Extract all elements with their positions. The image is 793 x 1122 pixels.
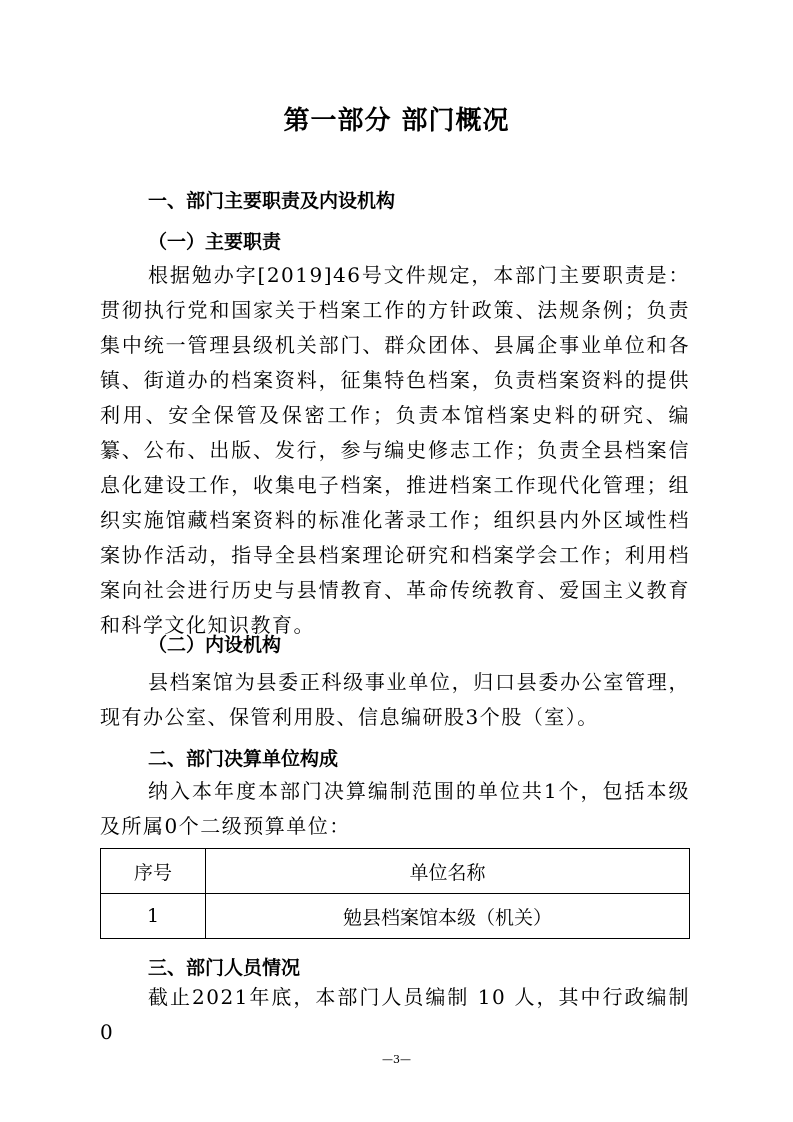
section-heading-staff: 三、部门人员情况 (148, 957, 301, 979)
section-heading-units: 二、部门决算单位构成 (148, 748, 339, 770)
table-cell-unit-name: 勉县档案馆本级（机关） (206, 894, 690, 939)
paragraph-staff: 截止2021年底，本部门人员编制 10 人，其中行政编制0 (100, 985, 690, 1044)
page-title: 第一部分 部门概况 (283, 106, 510, 136)
paragraph-units: 纳入本年度本部门决算编制范围的单位共1个，包括本级及所属0个二级预算单位： (100, 779, 690, 838)
subheading-internal-structure: （二）内设机构 (148, 634, 282, 656)
table-header-row (101, 849, 690, 894)
paragraph-main-duties: 根据勉办字[2019]46号文件规定，本部门主要职责是：贯彻执行党和国家关于档案工作的方针政策、法规条例；负责集中统一管理县级机关部门、群众团体、县属企事业单位和各镇、街道办的档案资料，征集特色档案，负责档案资料的提供利用、安全保管及保密工作；负责本馆档案史料的研究、编纂、公布、出版、发行，参与编史修志工作；负责全县档案信息化建设工作，收集电子档案，推进档案工作现代化管理；组织实施馆藏档案资料的标准化著录工作；组织县内外区域性档案协作活动，指导全县档案理论研究和档案学会工作；利用档案向社会进行历史与县情教育、革命传统教育、爱国主义教育和科学文化知识教育。 (100, 263, 690, 637)
section-heading-duties: 一、部门主要职责及内设机构 (148, 190, 396, 212)
paragraph-internal-structure: 县档案馆为县委正科级事业单位，归口县委办公室管理，现有办公室、保管利用股、信息编研股3个股（室）。 (100, 670, 690, 729)
column-header-unit-name: 单位名称 (206, 849, 690, 894)
column-header-index: 序号 (101, 849, 206, 894)
table-cell-index: 1 (101, 894, 206, 939)
table-row (101, 894, 690, 939)
page-number: —3— (382, 1053, 411, 1066)
units-table (100, 848, 690, 939)
subheading-main-duties: （一）主要职责 (148, 231, 282, 253)
